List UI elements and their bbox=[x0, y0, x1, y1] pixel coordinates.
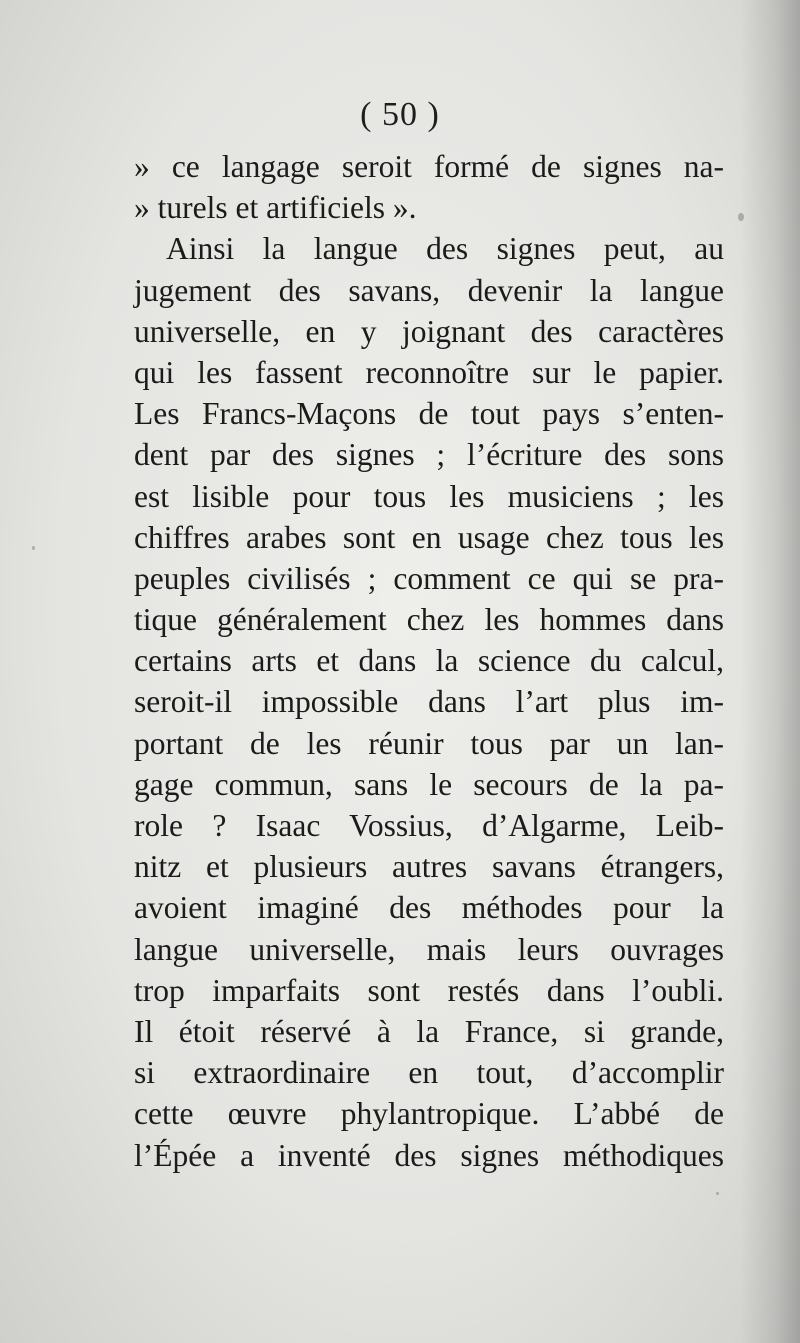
text-line: » turels et artificiels ». bbox=[134, 190, 417, 226]
text-line: est lisible pour tous les musiciens ; les bbox=[134, 478, 724, 514]
text-line: certains arts et dans la science du calcul, bbox=[134, 643, 724, 679]
paper-speck bbox=[738, 213, 744, 221]
text-line: portant de les réunir tous par un lan- bbox=[134, 725, 724, 761]
body-text bbox=[134, 146, 724, 1176]
text-line: nitz et plusieurs autres savans étrangers, bbox=[134, 849, 724, 885]
text-line: » ce langage seroit formé de signes na- bbox=[134, 149, 724, 184]
paper-speck bbox=[32, 546, 35, 550]
text-line: tique généralement chez les hommes dans bbox=[134, 602, 724, 638]
text-line: Les Francs-Maçons de tout pays s’enten- bbox=[134, 396, 724, 432]
text-line: l’Épée a inventé des signes méthodiques bbox=[134, 1137, 724, 1173]
text-line: trop imparfaits sont restés dans l’oubli. bbox=[134, 972, 724, 1008]
text-line: role ? Isaac Vossius, d’Algarme, Leib- bbox=[134, 808, 724, 843]
text-line: cette œuvre phylantropique. L’abbé de bbox=[134, 1096, 724, 1132]
text-line: langue universelle, mais leurs ouvrages bbox=[134, 931, 724, 967]
text-line: Ainsi la langue des signes peut, au bbox=[166, 231, 724, 267]
text-line: dent par des signes ; l’écriture des sons bbox=[134, 437, 724, 473]
text-line: avoient imaginé des méthodes pour la bbox=[134, 890, 724, 926]
paper-speck bbox=[716, 1192, 719, 1195]
text-line: Il étoit réservé à la France, si grande, bbox=[134, 1013, 724, 1049]
text-line: qui les fassent reconnoître sur le papier. bbox=[134, 354, 724, 390]
page-number: ( 50 ) bbox=[360, 96, 440, 133]
text-line: universelle, en y joignant des caractères bbox=[134, 313, 724, 349]
text-line: chiffres arabes sont en usage chez tous les bbox=[134, 519, 724, 555]
text-line: jugement des savans, devenir la langue bbox=[134, 272, 724, 308]
text-line: gage commun, sans le secours de la pa- bbox=[134, 766, 724, 802]
text-line: seroit-il impossible dans l’art plus im- bbox=[134, 684, 724, 720]
page-edge-shadow bbox=[740, 0, 800, 1343]
text-line: si extraordinaire en tout, d’accomplir bbox=[134, 1055, 724, 1091]
text-line: peuples civilisés ; comment ce qui se pra- bbox=[134, 560, 724, 596]
